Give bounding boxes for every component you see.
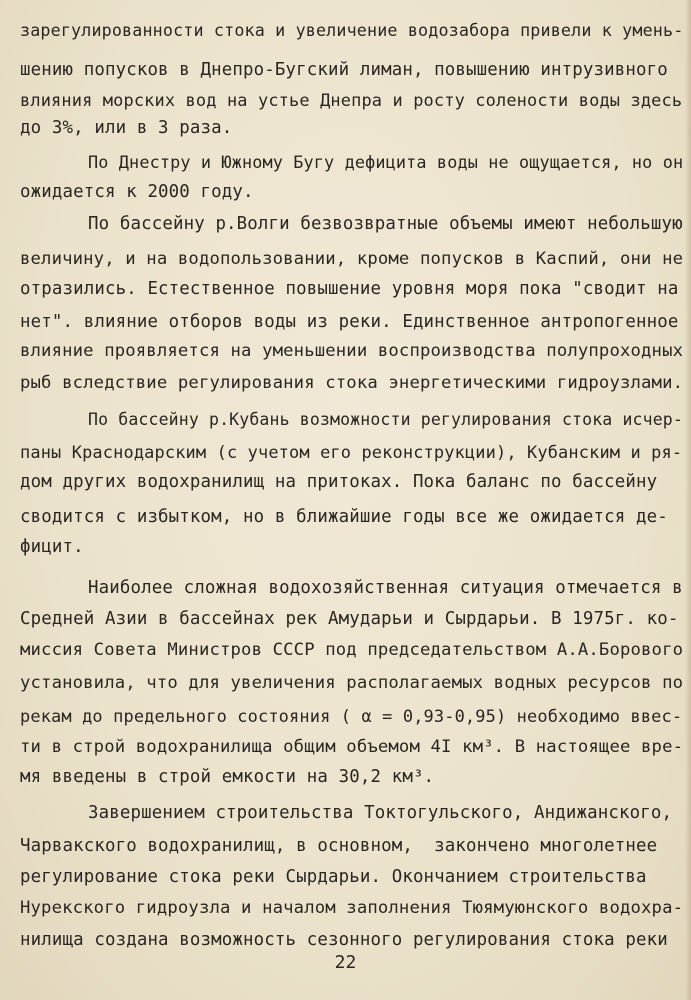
text-line: Средней Азии в бассейнах рек Амударьи и Сырдарьи. В 1975г. ко-	[20, 609, 679, 629]
text-line: рыб вследствие регулирования стока энергетическими гидроузлами.	[20, 373, 684, 393]
text-line: влияние проявляется на уменьшении воспроизводства полупроходных	[20, 341, 684, 361]
text-line: мя введены в строй емкости на 30,2 км³.	[20, 767, 435, 787]
page-number: 22	[334, 952, 357, 973]
text-line: По бассейну р.Волги безвозвратные объемы имеют небольшую	[88, 214, 683, 234]
text-line: нет". влияние отборов воды из реки. Единственное антропогенное	[20, 312, 679, 332]
text-line: паны Краснодарским (с учетом его реконструкции), Кубанским и ря-	[20, 442, 683, 462]
text-line: Чарвакского водохранилищ, в основном, закончено многолетнее	[20, 836, 658, 856]
text-line: до 3%, или в 3 раза.	[20, 118, 233, 138]
text-line: регулирование стока реки Сырдарьи. Окончанием строительства	[20, 867, 647, 887]
page-edge-shadow	[685, 0, 691, 1000]
text-line: ти в строй водохранилища общим объемом 4I км³. В настоящее вре-	[20, 737, 684, 757]
text-line: ожидается к 2000 году.	[20, 182, 254, 202]
text-line: сводится с избытком, но в ближайшие годы все же ожидается де-	[20, 507, 668, 527]
text-line: По бассейну р.Кубань возможности регулирования стока исчер-	[88, 410, 683, 429]
text-line: Наиболее сложная водохозяйственная ситуация отмечается в	[88, 578, 683, 598]
text-line: Нурекского гидроузла и началом заполнения Тюямуюнского водохра-	[20, 898, 684, 918]
text-line: дом других водохранилищ на притоках. Пока баланс по бассейну	[20, 472, 658, 492]
text-line: Завершением строительства Токтогульского, Андижанского,	[88, 803, 673, 823]
text-line: рекам до предельного состояния ( α = 0,93-0,95) необходимо ввес-	[20, 706, 683, 726]
text-line: влияния морских вод на устье Днепра и росту солености воды здесь	[20, 90, 683, 110]
text-line: установила, что для увеличения располагаемых водных ресурсов по	[20, 673, 684, 693]
text-line: отразились. Естественное повышение уровня моря пока "сводит на	[20, 279, 679, 299]
text-line: По Днестру и Южному Бугу дефицита воды не ощущается, но он	[88, 152, 684, 172]
text-line: шению попусков в Днепро-Бугский лиман, повышению интрузивного	[20, 60, 668, 80]
text-line: зарегулированности стока и увеличение водозабора привели к умень-	[20, 20, 684, 40]
text-line: миссия Совета Министров СССР под председательством А.А.Борового	[20, 640, 684, 660]
text-line: фицит.	[20, 537, 84, 557]
text-line: нилища создана возможность сезонного регулирования стока реки	[20, 930, 668, 950]
text-line: величину, и на водопользовании, кроме попусков в Каспий, они не	[20, 249, 684, 269]
